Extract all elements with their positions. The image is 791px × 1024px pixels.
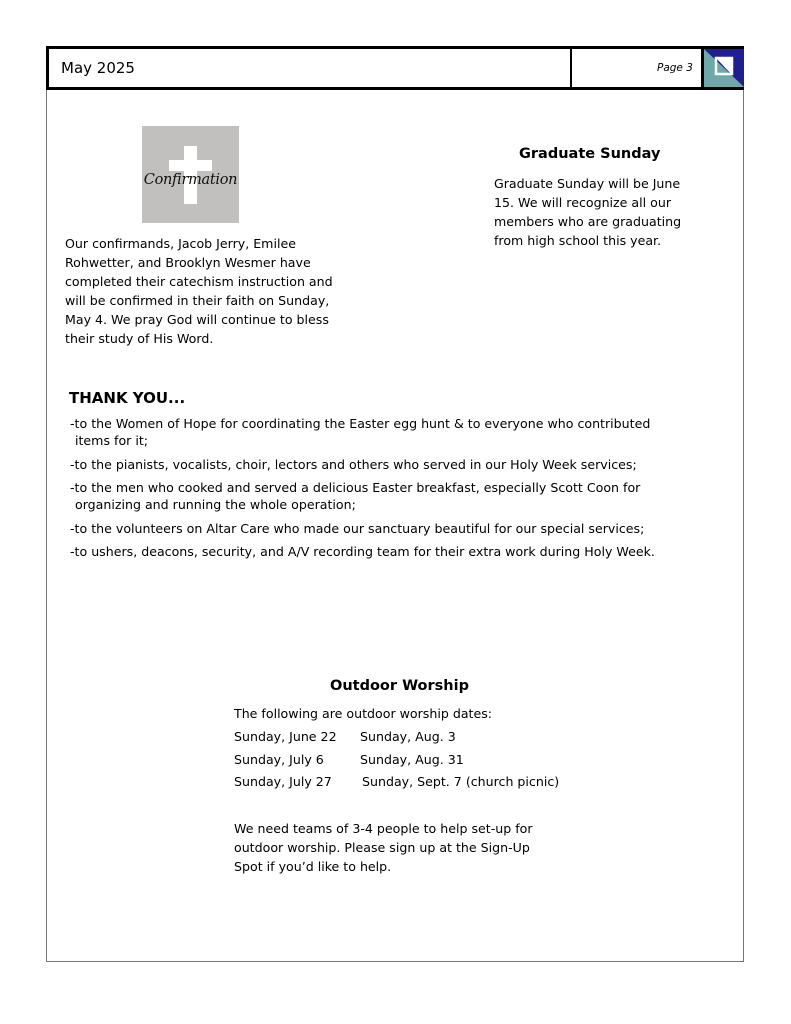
header-divider [570, 49, 572, 87]
page-header [46, 46, 744, 90]
date-left: Sunday, July 6 [234, 751, 324, 767]
date-right: Sunday, Aug. 3 [360, 729, 456, 744]
graduate-sunday-paragraph: Graduate Sunday will be June 15. We will recognize all our members who are graduating from high school this year. [494, 176, 682, 248]
date-row [234, 774, 594, 797]
list-item: -to the volunteers on Altar Care who made our sanctuary beautiful for our special services; [70, 520, 645, 536]
list-item: -to the Women of Hope for coordinating the Easter egg hunt & to everyone who contributed items for it; [70, 416, 651, 448]
issue-date: May 2025 [61, 59, 135, 77]
list-item: -to ushers, deacons, security, and A/V recording team for their extra work during Holy Week. [70, 544, 655, 559]
thank-you-list [70, 415, 680, 567]
date-row [234, 752, 594, 775]
outdoor-worship-intro: The following are outdoor worship dates: [234, 706, 493, 721]
page-number: Page 3 [657, 62, 693, 74]
outdoor-worship-heading: Outdoor Worship [330, 678, 469, 694]
thank-you-heading: THANK YOU... [69, 389, 186, 407]
list-item: -to the pianists, vocalists, choir, lectors and others who served in our Holy Week services; [70, 456, 637, 472]
date-row [234, 729, 594, 752]
outdoor-worship-help-paragraph: We need teams of 3-4 people to help set-up for outdoor worship. Please sign up at the Sign-Up Spot if you’d like to help. [234, 821, 533, 874]
outdoor-worship-dates [234, 729, 594, 797]
confirmation-image-caption: Confirmation [143, 172, 238, 188]
date-left: Sunday, July 27 [234, 774, 332, 789]
date-right: Sunday, Sept. 7 (church picnic) [362, 774, 560, 789]
date-left: Sunday, June 22 [234, 729, 337, 744]
date-right: Sunday, Aug. 31 [360, 751, 464, 767]
newsletter-logo-icon [704, 49, 744, 87]
confirmation-paragraph: Our confirmands, Jacob Jerry, Emilee Rohwetter, and Brooklyn Wesmer have completed their catechism instruction and will be confirmed in their faith on Sunday, May 4. We pray God will continue to bless their study of His Word. [65, 236, 333, 346]
graduate-sunday-heading: Graduate Sunday [519, 146, 661, 162]
confirmation-image [142, 126, 239, 223]
list-item: -to the men who cooked and served a delicious Easter breakfast, especially Scott Coon for organizing and running the whole operation; [70, 480, 641, 512]
cross-crossbar [169, 160, 212, 171]
